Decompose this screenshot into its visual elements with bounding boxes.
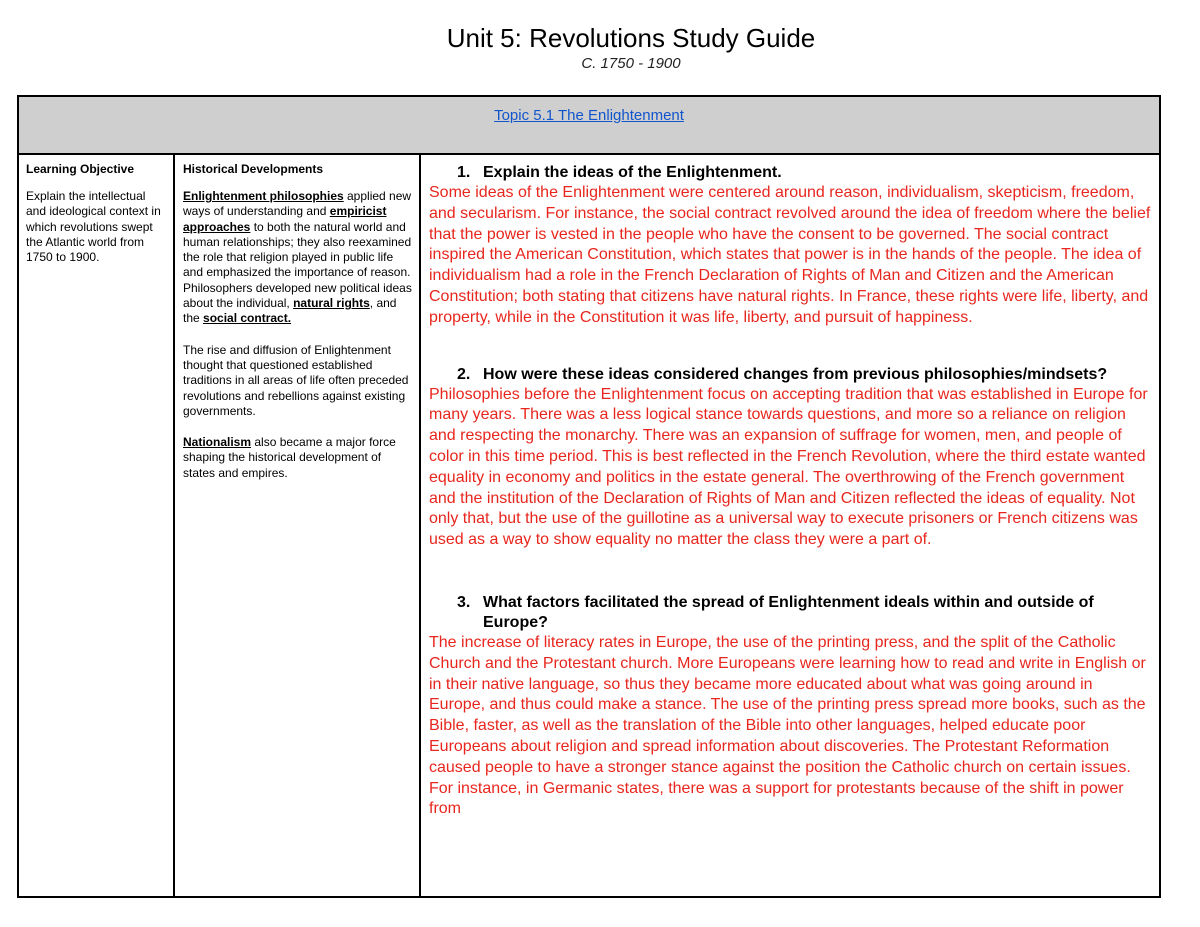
document-subtitle: C. 1750 - 1900 (581, 55, 681, 72)
term-enlightenment-philosophies: Enlightenment philosophies (183, 189, 344, 203)
question-2 (429, 365, 1153, 385)
question-1 (429, 163, 1153, 183)
term-social-contract: social contract. (203, 311, 292, 326)
learning-objective-heading: Learning Objective (26, 162, 135, 176)
document-title: Unit 5: Revolutions Study Guide (446, 23, 816, 53)
question-3 (429, 593, 1153, 633)
answer-1: Some ideas of the Enlightenment were centered around reason, individualism, skepticism, freedom, and secularism. For instance, the social contract revolved around the idea of freedom where the belief that the power is vested in the people who have the consent to be governed. The social contract inspired the American Constitution, which states that power is in the hands of the people. The idea of individualism had a role in the French Declaration of Rights of Man and Citizen and the American Constitution; both stating that citizens have natural rights. In France, these rights were life, liberty, and property, while in the Constitution it was life, liberty, and pursuit of happiness. (429, 184, 1151, 326)
question-number: 1. (457, 164, 471, 181)
historical-developments-column (175, 155, 421, 898)
development-paragraph-3: Nationalism also became a major force shaping the historical development of states and empires. (183, 435, 396, 480)
topic-header-row (19, 97, 1159, 155)
answer-2: Philosophies before the Enlightenment focus on accepting tradition that was established in Europe for many years. There was a less logical stance towards questions, and more so a reliance on religion and respecting the monarchy. There was an expansion of suffrage for women, men, and people of color in this time period. This is best reflected in the French Revolution, where the third estate wanted equality in economy and politics in the estate general. The overthrowing of the French government and the institution of the Declaration of Rights of Man and Citizen reflected the ideas of equality. Not only that, but the use of the guillotine as a universal way to execute prisoners or French citizens was used as a way to show equality no matter the class they were a part of. (429, 385, 1148, 549)
term-empiricist-approaches: empiricist approaches (183, 204, 387, 234)
term-nationalism: Nationalism (183, 435, 252, 450)
answer-3: The increase of literacy rates in Europe, the use of the printing press, and the split of the Catholic Church and the Protestant church. More Europeans were learning how to read and write in English or in their native language, so thus they became more educated about what was going around in Europe, and thus could make a stance. The use of the printing press spread more books, such as the Bible, faster, as well as the translation of the Bible into other languages, helped educate poor Europeans about religion and spread information about discoveries. The Protestant Reformation caused people to have a stronger stance against the position the Catholic church on certain issues. For instance, in Germanic states, there was a support for protestants because of the shift in power from (429, 633, 1146, 818)
question-text: What factors facilitated the spread of Enlightenment ideals within and outside of Europe? (483, 593, 1094, 631)
term-natural-rights: natural rights (293, 296, 370, 311)
learning-objective-text: Explain the intellectual and ideological context in which revolutions swept the Atlantic world from 1750 to 1900. (26, 189, 161, 265)
question-text: How were these ideas considered changes from previous philosophies/mindsets? (483, 365, 1108, 383)
questions-column (421, 155, 1159, 898)
question-text: Explain the ideas of the Enlightenment. (483, 164, 782, 181)
historical-developments-heading: Historical Developments (183, 162, 324, 176)
development-paragraph-1: Enlightenment philosophies applied new ways of understanding and empiricist approaches to both the natural world and human relationships; they also reexamined the role that religion played in public life and emphasized the importance of reason. Philosophers developed new political ideas about the individual, natural rights, and the social contract. (183, 189, 412, 326)
development-paragraph-2: The rise and diffusion of Enlightenment thought that questioned established traditions in all areas of life often preceded revolutions and rebellions against existing governments. (183, 342, 409, 418)
question-number: 2. (457, 365, 471, 383)
learning-objective-column (19, 155, 175, 898)
topic-link[interactable]: Topic 5.1 The Enlightenment (494, 107, 684, 124)
question-number: 3. (457, 593, 471, 611)
study-guide-table (17, 95, 1161, 898)
